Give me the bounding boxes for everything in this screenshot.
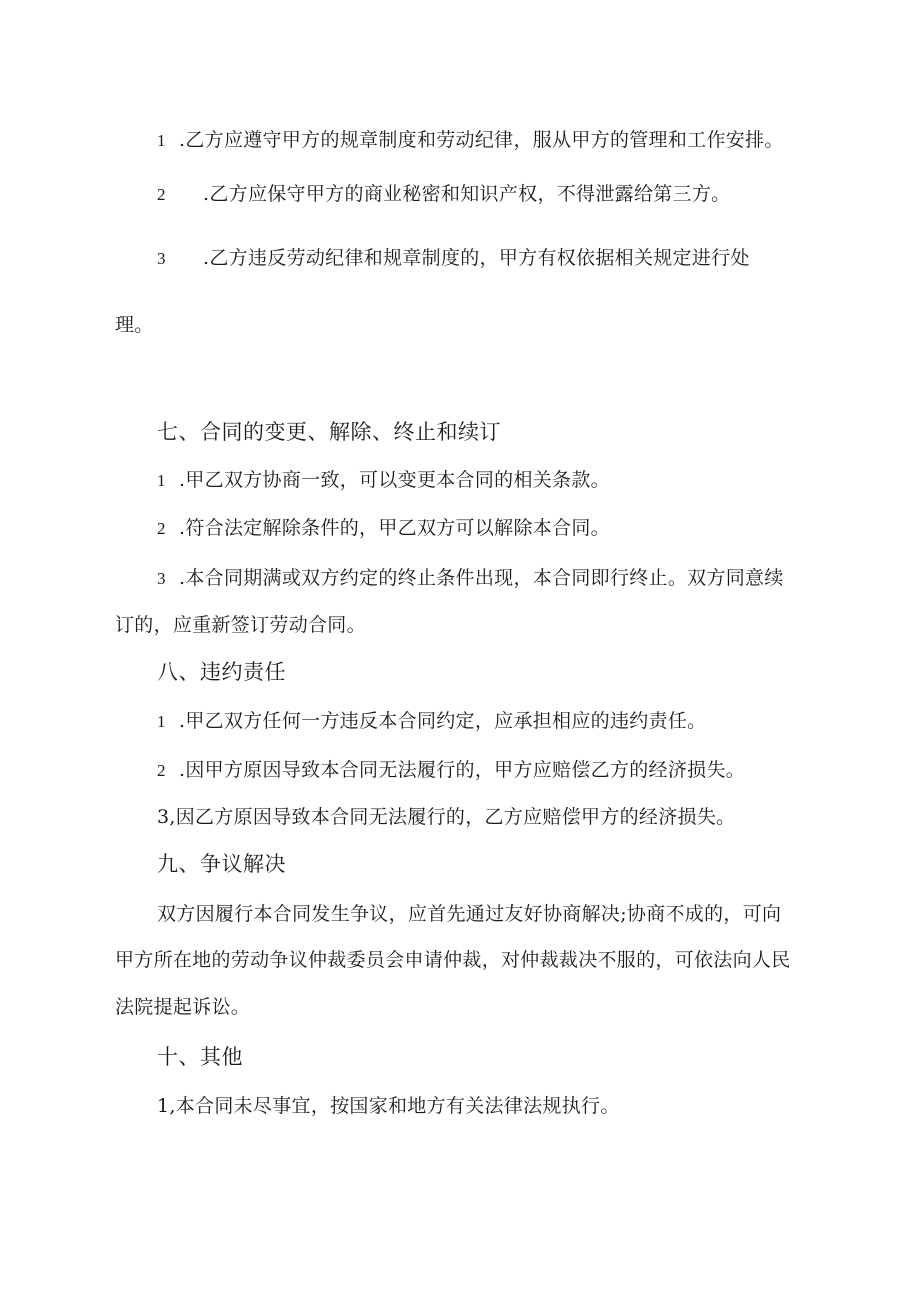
section-9-heading: 九、争议解决 [157,852,286,876]
section-7-heading: 七、合同的变更、解除、终止和续订 [157,420,501,444]
clause-6-1 [157,128,784,153]
clause-10-1: 1,本合同未尽事宜，按国家和地方有关法律法规执行。 [157,1095,620,1117]
section-8-heading: 八、违约责任 [157,660,286,684]
dispute-paragraph-line-2: 甲方所在地的劳动争议仲裁委员会申请仲裁，对仲裁裁决不服的，可依法向人民 [115,949,791,971]
clause-number: 3 [157,569,166,588]
clause-6-2 [157,182,730,207]
clause-text: .乙方违反劳动纪律和规章制度的，甲方有权依据相关规定进行处 [203,247,750,269]
clause-text: .甲乙双方任何一方违反本合同约定，应承担相应的违约责任。 [179,710,707,732]
dispute-paragraph-line-1: 双方因履行本合同发生争议，应首先通过友好协商解决;协商不成的，可向 [157,903,782,925]
clause-number: 1 [157,712,166,731]
clause-text: .因甲方原因导致本合同无法履行的，甲方应赔偿乙方的经济损失。 [179,759,746,781]
clause-number: 2 [157,519,166,538]
dispute-paragraph-line-3: 法院提起诉讼。 [115,996,251,1018]
clause-number: 1 [157,131,166,150]
clause-7-3 [157,566,784,591]
clause-text: .乙方应遵守甲方的规章制度和劳动纪律，服从甲方的管理和工作安排。 [179,129,784,151]
clause-number: 2 [157,185,166,204]
clause-7-3-continuation: 订的，应重新签订劳动合同。 [115,614,366,636]
clause-7-1 [157,468,610,493]
clause-8-1 [157,709,706,734]
clause-6-3-continuation: 理。 [115,314,154,336]
clause-number: 1 [157,471,166,490]
clause-8-3: 3,因乙方原因导致本合同无法履行的，乙方应赔偿甲方的经济损失。 [157,806,736,828]
clause-text: .甲乙双方协商一致，可以变更本合同的相关条款。 [179,469,610,491]
clause-7-2 [157,516,610,541]
clause-6-3 [157,246,750,271]
clause-text: .符合法定解除条件的，甲乙双方可以解除本合同。 [179,517,610,539]
clause-text: .乙方应保守甲方的商业秘密和知识产权，不得泄露给第三方。 [203,183,731,205]
clause-8-2 [157,758,745,783]
clause-number: 2 [157,761,166,780]
clause-number: 3 [157,249,166,268]
section-10-heading: 十、其他 [157,1045,243,1069]
clause-text: .本合同期满或双方约定的终止条件出现，本合同即行终止。双方同意续 [179,567,784,589]
